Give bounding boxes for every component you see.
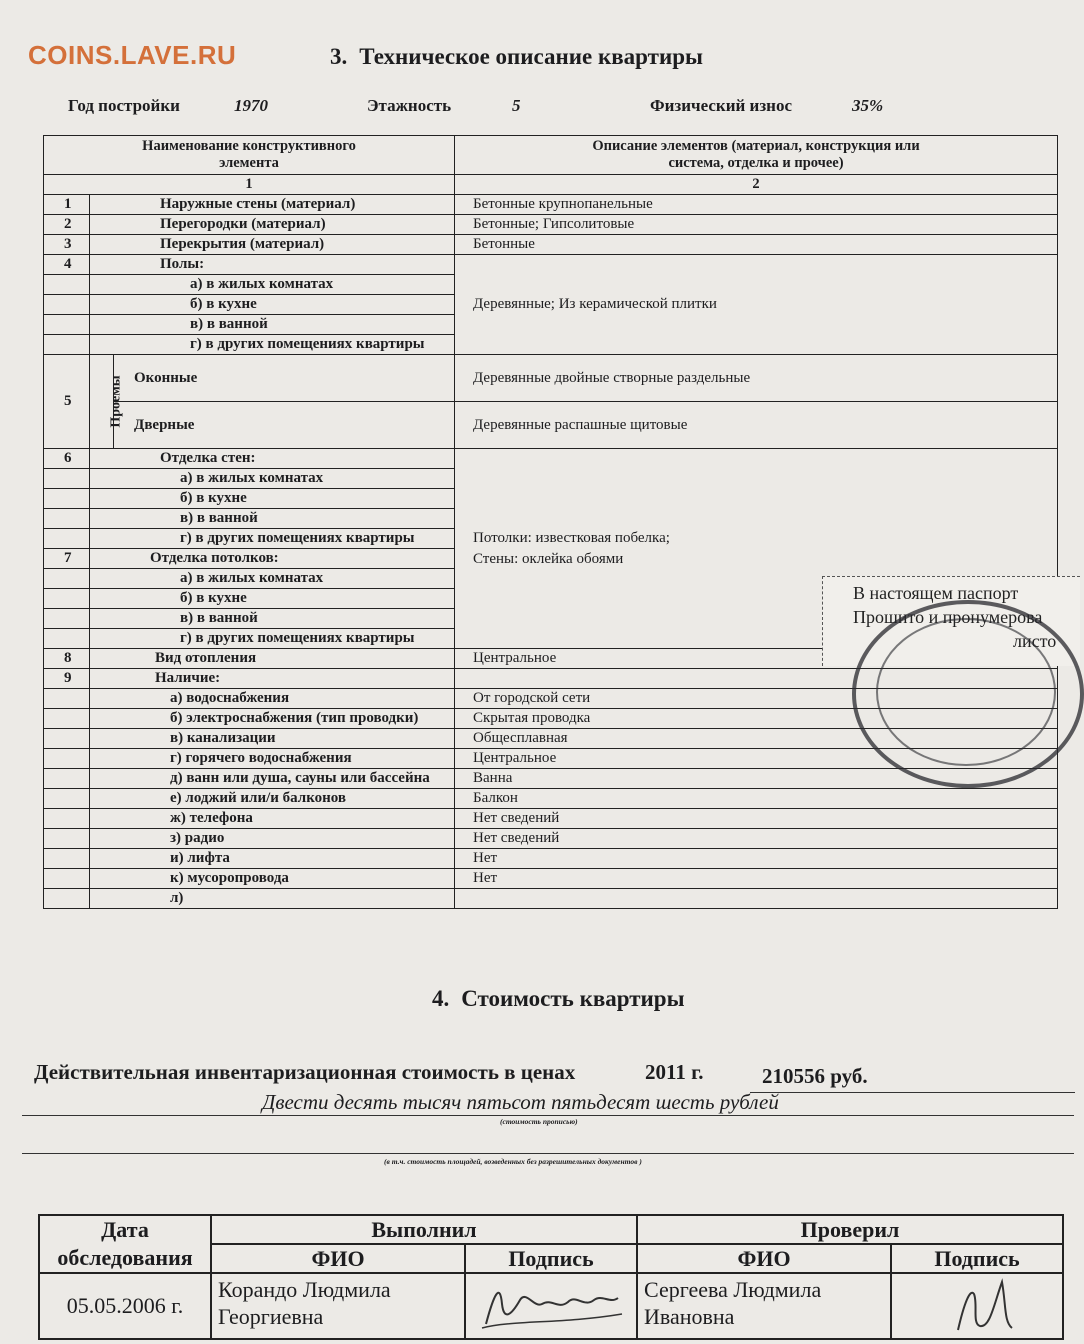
row-sublabel: в) в ванной — [90, 315, 455, 335]
row-sublabel: д) ванн или душа, сауны или бассейна — [90, 769, 455, 789]
openings-group-label: Проемы — [90, 355, 114, 449]
cost-note-hint: (в т.ч. стоимость площадей, возведенных без разрешительных документов ) — [384, 1157, 642, 1166]
row-sublabel: в) канализации — [90, 729, 455, 749]
checker-signature — [891, 1273, 1063, 1339]
window-value: Деревянные двойные створные раздельные — [455, 355, 1058, 402]
row-sublabel: г) в других помещениях квартиры — [90, 529, 455, 549]
floors-value: Деревянные; Из керамической плитки — [455, 255, 1058, 355]
table-row — [44, 889, 1058, 909]
signature-image — [898, 1274, 1058, 1332]
round-seal-inner — [876, 618, 1056, 766]
row-value: Центральное — [455, 649, 1058, 669]
row-value: Нет сведений — [455, 809, 1058, 829]
finish-value-walls: Стены: оклейка обоями — [473, 550, 624, 567]
row-sublabel: к) мусоропровода — [90, 869, 455, 889]
floors-label: Этажность — [367, 96, 452, 115]
date-header: Дата обследования — [39, 1215, 211, 1273]
row-value — [455, 889, 1058, 909]
row-label: Отделка стен: — [90, 449, 455, 469]
section-number: 3. — [330, 44, 348, 69]
door-value: Деревянные распашные щитовые — [455, 402, 1058, 449]
row-sublabel: а) в жилых комнатах — [90, 275, 455, 295]
row-sublabel: б) в кухне — [90, 295, 455, 315]
amount-underline — [750, 1092, 1075, 1093]
performer-fio-label: ФИО — [211, 1244, 465, 1273]
header-element-name: Наименование конструктивного элемента — [44, 136, 455, 175]
performer-name-line: Георгиевна — [218, 1304, 324, 1329]
row-number: 2 — [44, 215, 90, 235]
header-element-description: Описание элементов (материал, конструкция или система, отделка и прочее) — [455, 136, 1058, 175]
watermark: COINS.LAVE.RU — [28, 40, 237, 70]
performer-name-line: Корандо Людмила — [218, 1277, 391, 1302]
table-row — [44, 235, 1058, 255]
table-row — [44, 215, 1058, 235]
table-row — [44, 829, 1058, 849]
checker-name — [637, 1273, 891, 1339]
row-sublabel: в) в ванной — [90, 609, 455, 629]
row-sublabel: а) в жилых комнатах — [90, 569, 455, 589]
performer-signature — [465, 1273, 637, 1339]
column-number-1: 1 — [44, 175, 455, 195]
row-value: Нет сведений — [455, 829, 1058, 849]
row-sublabel: е) лоджий или/и балконов — [90, 789, 455, 809]
table-row — [44, 195, 1058, 215]
row-sublabel: а) в жилых комнатах — [90, 469, 455, 489]
row-sublabel: а) водоснабжения — [90, 689, 455, 709]
row-sublabel: л) — [90, 889, 455, 909]
row-number: 8 — [44, 649, 90, 669]
table-row — [44, 402, 1058, 449]
checker-sign-label: Подпись — [891, 1244, 1063, 1273]
checker-name-line: Ивановна — [644, 1304, 735, 1329]
year-label: Год постройки — [68, 96, 180, 115]
checker-fio-label: ФИО — [637, 1244, 891, 1273]
row-sublabel: г) в других помещениях квартиры — [90, 629, 455, 649]
performer-name — [211, 1273, 465, 1339]
row-label: Вид отопления — [90, 649, 455, 669]
floors-value: 5 — [512, 96, 521, 115]
year-value: 1970 — [234, 96, 268, 115]
cost-amount: 210556 руб. — [762, 1064, 868, 1088]
inspection-date: 05.05.2006 г. — [39, 1273, 211, 1339]
section-title-text: Стоимость квартиры — [461, 986, 685, 1011]
cost-label: Действительная инвентаризационная стоимость в ценах — [34, 1060, 576, 1084]
row-sublabel: з) радио — [90, 829, 455, 849]
signature-image — [472, 1274, 632, 1332]
row-number: 6 — [44, 449, 90, 469]
row-sublabel: г) в других помещениях квартиры — [90, 335, 455, 355]
table-row — [44, 355, 1058, 402]
performer-sign-label: Подпись — [465, 1244, 637, 1273]
row-sublabel: б) электроснабжения (тип проводки) — [90, 709, 455, 729]
stamp-line: листо — [1013, 631, 1057, 651]
section-3-title — [330, 44, 703, 70]
signoff-table — [38, 1214, 1064, 1340]
row-value: Ванна — [455, 769, 1058, 789]
checker-name-line: Сергеева Людмила — [644, 1277, 822, 1302]
row-sublabel: б) в кухне — [90, 489, 455, 509]
door-label: Дверные — [114, 402, 455, 449]
stamp-line: В настоящем паспорт — [853, 583, 1019, 603]
row-value: Общесплавная — [455, 729, 1058, 749]
section-4-title — [432, 986, 685, 1012]
row-value: Бетонные крупнопанельные — [455, 195, 1058, 215]
wear-value: 35% — [852, 96, 884, 115]
words-underline — [22, 1115, 1074, 1116]
table-colnum-row — [44, 175, 1058, 195]
row-sublabel: и) лифта — [90, 849, 455, 869]
table-row — [44, 809, 1058, 829]
row-value: Центральное — [455, 749, 1058, 769]
row-number: 9 — [44, 669, 90, 689]
cost-words-hint: (стоимость прописью) — [500, 1117, 578, 1126]
technical-description-table — [43, 135, 1058, 909]
row-number: 7 — [44, 549, 90, 569]
row-value: Бетонные — [455, 235, 1058, 255]
row-sublabel: ж) телефона — [90, 809, 455, 829]
row-sublabel: в) в ванной — [90, 509, 455, 529]
row-value: Скрытая проводка — [455, 709, 1058, 729]
row-number: 5 — [44, 355, 90, 449]
row-number: 4 — [44, 255, 90, 275]
section-title-text: Техническое описание квартиры — [359, 44, 703, 69]
row-number: 3 — [44, 235, 90, 255]
row-value: Нет — [455, 869, 1058, 889]
table-row — [44, 869, 1058, 889]
row-value: Бетонные; Гипсолитовые — [455, 215, 1058, 235]
table-row — [44, 255, 1058, 275]
section-number: 4. — [432, 986, 450, 1011]
row-sublabel: б) в кухне — [90, 589, 455, 609]
table-header-row — [44, 136, 1058, 175]
performed-header: Выполнил — [211, 1215, 637, 1244]
stamp-line: Прошито и пронумерова — [853, 607, 1043, 627]
table-row — [44, 789, 1058, 809]
row-label: Наличие: — [90, 669, 455, 689]
window-label: Оконные — [114, 355, 455, 402]
row-label: Перегородки (материал) — [90, 215, 455, 235]
cost-year: 2011 г. — [645, 1060, 704, 1084]
row-number: 1 — [44, 195, 90, 215]
finish-value-ceiling: Потолки: известковая побелка; — [473, 529, 670, 546]
row-label: Наружные стены (материал) — [90, 195, 455, 215]
row-value: Нет — [455, 849, 1058, 869]
checked-header: Проверил — [637, 1215, 1063, 1244]
cost-in-words: Двести десять тысяч пятьсот пятьдесят шесть рублей — [262, 1090, 779, 1114]
row-value: От городской сети — [455, 689, 1058, 709]
row-sublabel: г) горячего водоснабжения — [90, 749, 455, 769]
row-label: Отделка потолков: — [90, 549, 455, 569]
table-row — [44, 449, 1058, 469]
column-number-2: 2 — [455, 175, 1058, 195]
note-underline — [22, 1153, 1074, 1154]
table-row — [44, 849, 1058, 869]
row-label: Перекрытия (материал) — [90, 235, 455, 255]
wear-label: Физический износ — [650, 96, 793, 115]
row-value: Балкон — [455, 789, 1058, 809]
row-label: Полы: — [90, 255, 455, 275]
